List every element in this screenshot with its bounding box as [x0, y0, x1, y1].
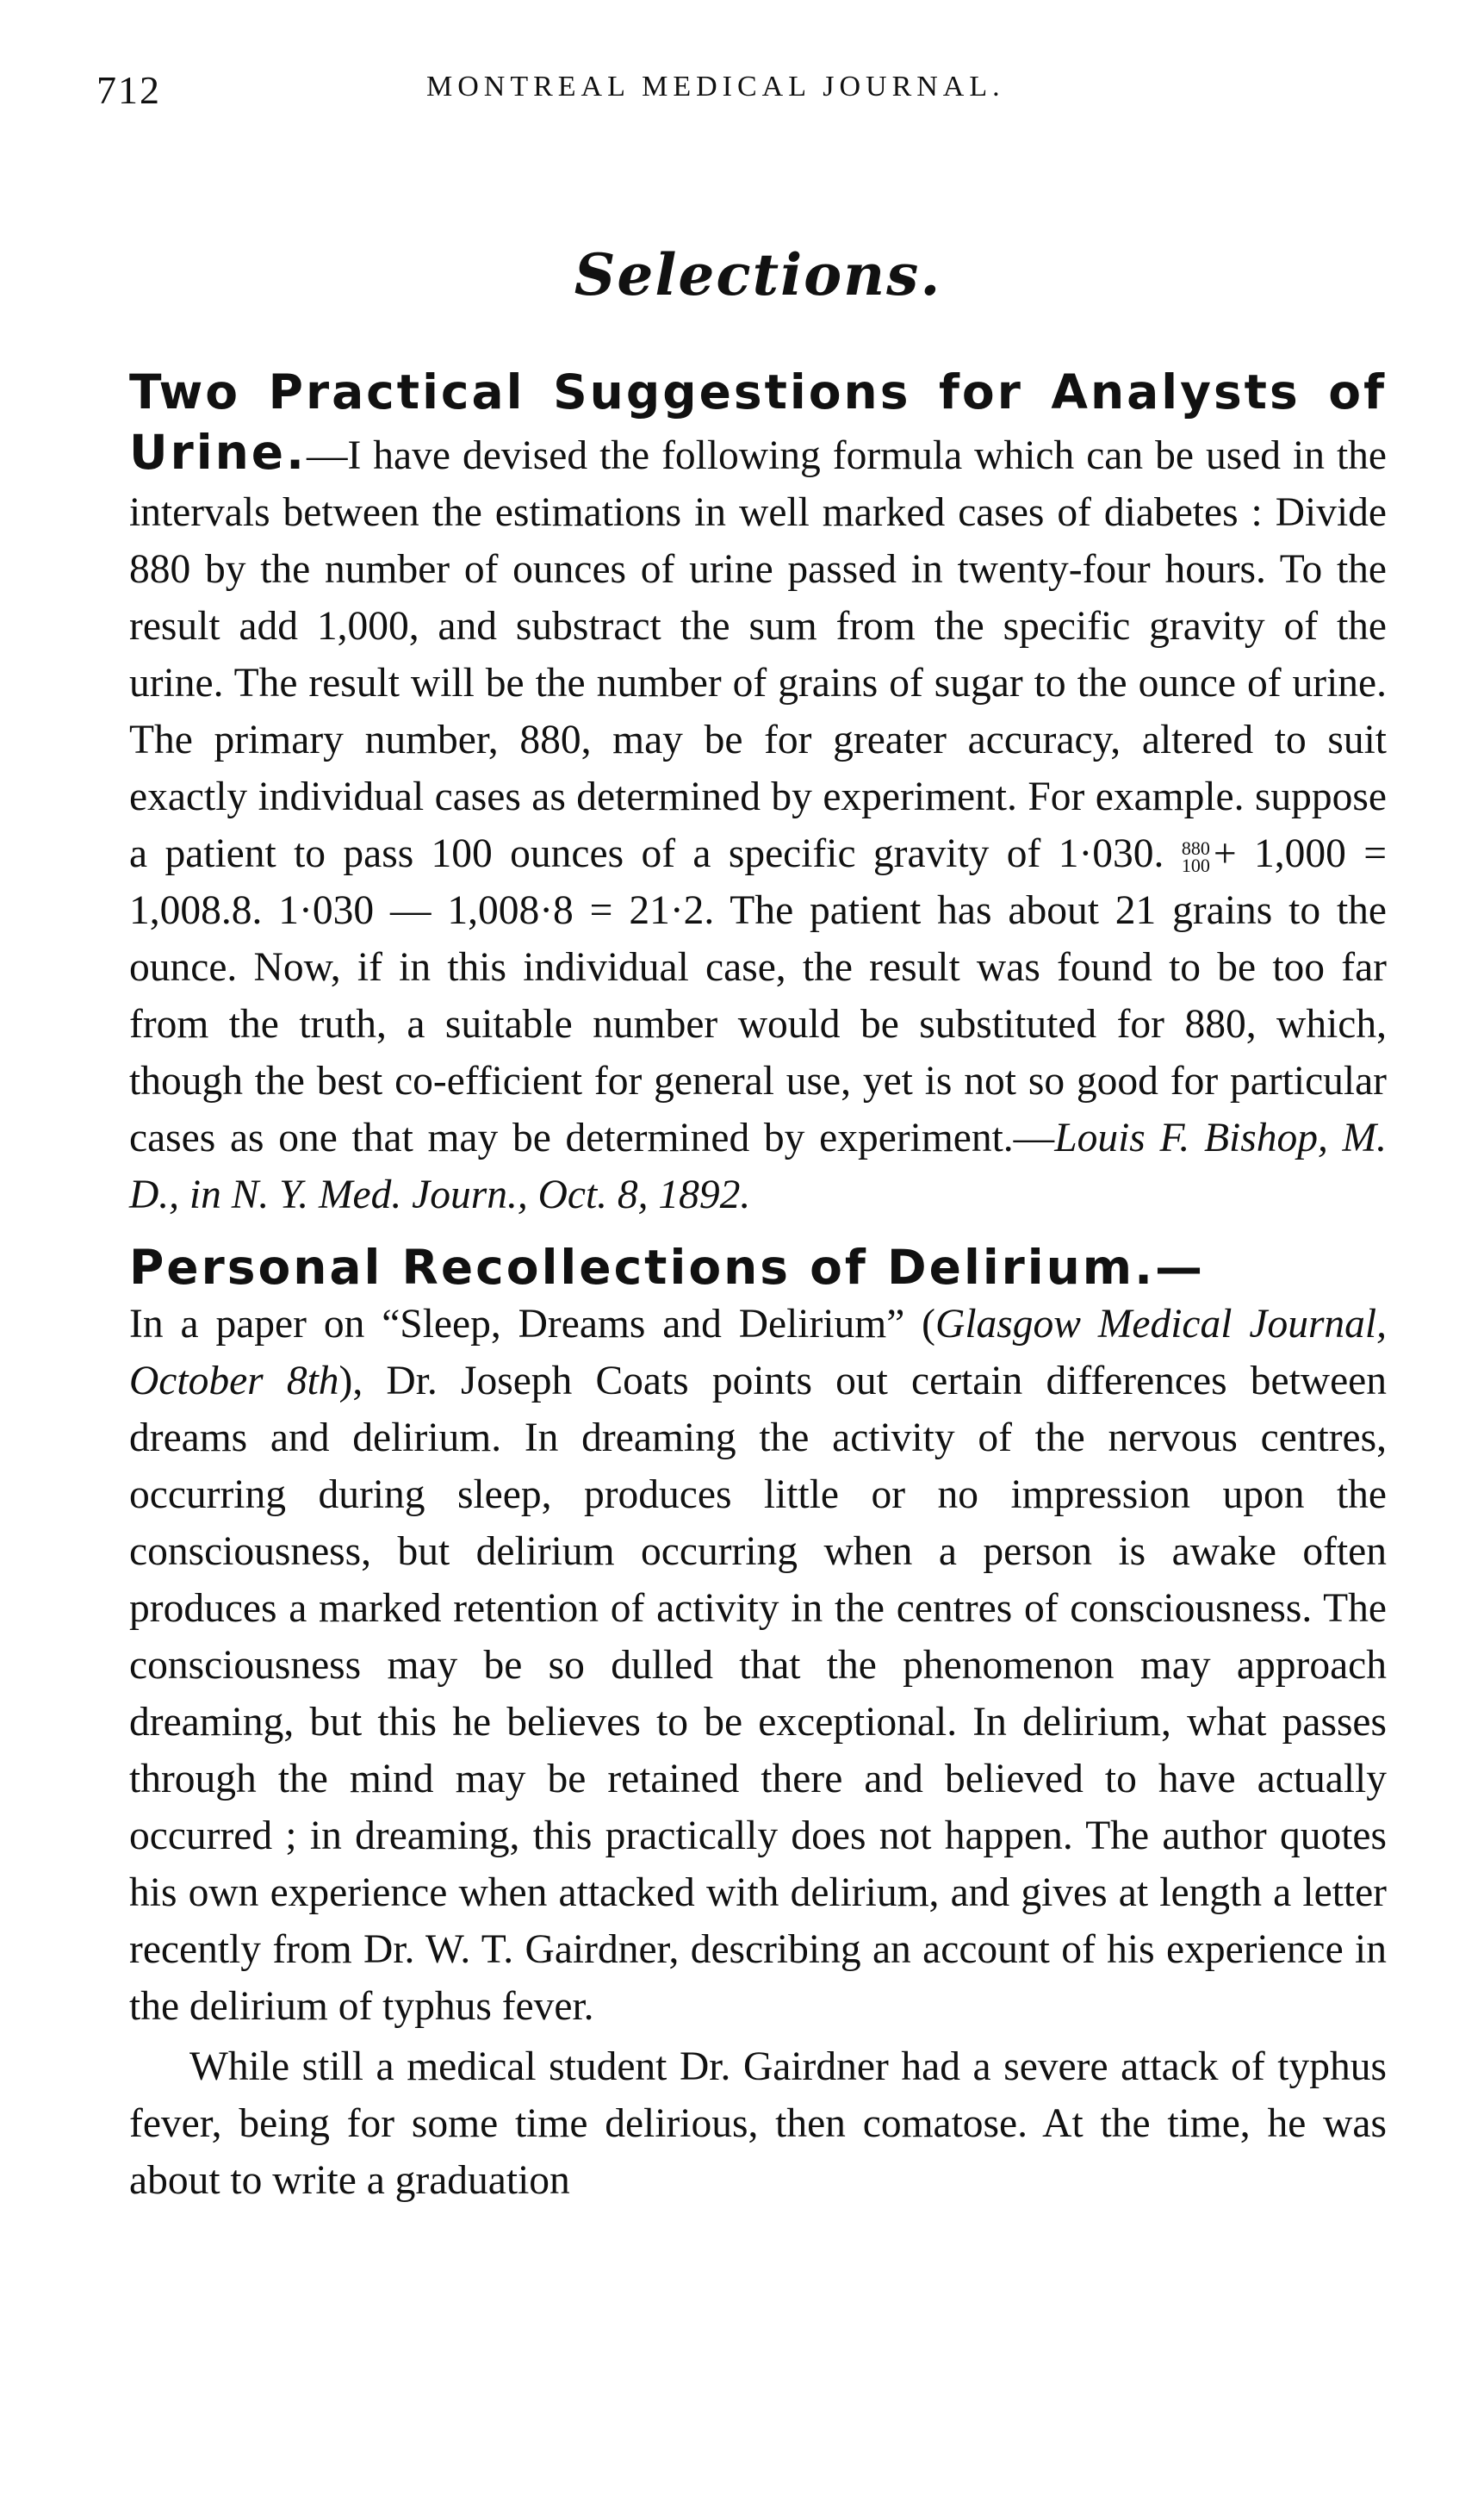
article-delirium — [129, 1239, 1387, 2209]
article-urine — [129, 364, 1387, 1223]
article-urine-paragraph — [129, 364, 1387, 1223]
fraction-numerator: 880 — [1181, 837, 1210, 860]
article-delirium-text-b: ), Dr. Joseph Coats points out certain differences between dreams and delirium. In dreaming the activity of the nervous centres, occurring during sleep, produces little or no impression upon the consciousness, but delirium occurring when a person is awake often produces a marked retention of activity in the centres of consciousness. The consciousness may be so dulled that the phenomenon may approach dreaming, but this he believes to be exceptional. In delirium, what passes through the mind may be retained there and believed to have actually occurred ; in dreaming, this practically does not happen. The author quotes his own experience when attacked with delirium, and gives at length a letter recently from Dr. W. T. Gairdner, describing an account of his experience in the delirium of typhus fever. — [129, 1359, 1387, 2029]
fraction-denominator: 100 — [1181, 855, 1210, 877]
fraction — [1181, 837, 1210, 877]
article-delirium-cite: Glasgow Medical Journal, October 8th — [129, 1302, 1387, 1403]
article-urine-heading: Two Practical Suggestions for Analysts of Urine. — [129, 364, 1387, 480]
article-urine-text-a: —I have devised the following formula which can be used in the intervals between the estimations in well marked cases of diabetes : Divide 880 by the number of ounces of urine passed in twenty-four hours. To the result add 1,000, and substract the sum from the specific gravity of the urine. The result will be the number of grains of sugar to the ounce of urine. The primary number, 880, may be for greater accuracy, altered to suit exactly individual cases as determined by experiment. For example. suppose a patient to pass 100 ounces of a specific gravity of 1·030. — [129, 433, 1387, 876]
article-delirium-text-a: In a paper on “Sleep, Dreams and Delirium” ( — [129, 1302, 936, 1347]
article-delirium-paragraph-1 — [129, 1239, 1387, 2035]
article-delirium-dash: — — [1155, 1240, 1206, 1295]
article-delirium-paragraph-2: While still a medical student Dr. Gairdner had a severe attack of typhus fever, being for some time delirious, then comatose. At the time, he was about to write a graduation — [129, 2044, 1387, 2203]
journal-title: MONTREAL MEDICAL JOURNAL. — [426, 71, 1005, 103]
article-urine-citation: Louis F. Bishop, M. D., in N. Y. Med. Journ., Oct. 8, 1892. — [129, 1116, 1387, 1217]
article-delirium-heading: Personal Recollections of Delirium. — [129, 1240, 1156, 1295]
running-head — [96, 60, 1387, 138]
section-title: Selections. — [574, 241, 942, 308]
page-number: 712 — [96, 68, 161, 112]
page — [96, 60, 1387, 2209]
article-delirium-heading-line — [129, 1239, 1387, 1296]
article-urine-text-b: + 1,000 = 1,008.8. 1·030 — 1,008·8 = 21·2. The patient has about 21 grains to the ounce. Now, if in this individual case, the result was found to be too far from the truth, a suitable number would be substituted for 880, which, though the best co-efficient for general use, yet is not so good for particular cases as one that may be determined by experiment.— — [129, 831, 1387, 1160]
